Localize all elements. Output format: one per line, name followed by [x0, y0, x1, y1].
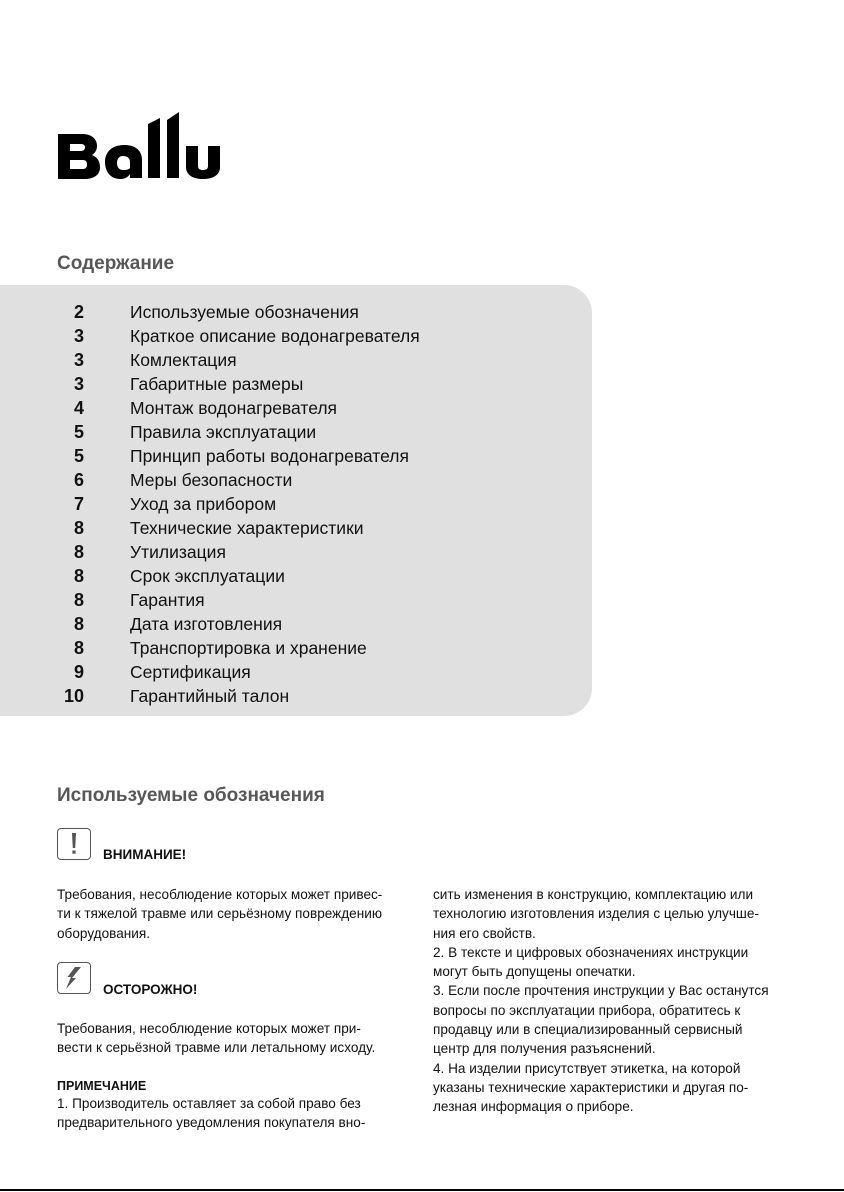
toc-item[interactable] [0, 348, 592, 372]
text-line: оборудования. [57, 925, 151, 941]
note-text-right [433, 885, 788, 1117]
toc-item-label: Меры безопасности [130, 470, 293, 490]
toc-page-number: 8 [73, 614, 84, 634]
toc-item-label: Технические характеристики [130, 518, 364, 538]
page-bottom-rule [0, 1189, 844, 1191]
toc-item[interactable] [0, 444, 592, 468]
toc-item[interactable] [0, 516, 592, 540]
toc-item-label: Сертификация [130, 662, 251, 682]
toc-item[interactable] [0, 372, 592, 396]
toc-item[interactable] [0, 492, 592, 516]
note-title: ПРИМЕЧАНИЕ [57, 1079, 147, 1093]
attention-text [57, 885, 412, 943]
text-line: лезная информация о приборе. [433, 1099, 634, 1115]
text-line: предварительного уведомления покупателя вно- [57, 1115, 366, 1131]
text-line: технологию изготовления изделия с целью улучше- [433, 906, 759, 922]
toc-item-label: Комлектация [130, 350, 237, 370]
toc-item-label: Уход за прибором [130, 494, 277, 514]
toc-page-number: 5 [73, 422, 84, 442]
toc-item-label: Утилизация [130, 542, 226, 562]
text-line: Требования, несоблюдение которых может при- [57, 1021, 361, 1036]
toc-list [0, 300, 592, 708]
toc-page-number: 8 [73, 638, 84, 658]
toc-item-label: Монтаж водонагревателя [130, 398, 338, 418]
text-line: сить изменения в конструкцию, комплектацию или [433, 887, 754, 902]
toc-item-label: Используемые обозначения [130, 302, 359, 322]
toc-item[interactable] [0, 564, 592, 588]
exclamation-icon [57, 828, 91, 860]
section-title: Используемые обозначения [57, 785, 325, 806]
toc-item[interactable] [0, 636, 592, 660]
toc-item[interactable] [0, 468, 592, 492]
toc-item-label: Гарантийный талон [130, 686, 290, 706]
text-line: ти к тяжелой травме или серьёзному повреждению [57, 906, 383, 922]
toc-item[interactable] [0, 684, 592, 708]
toc-page-number: 8 [73, 542, 84, 562]
toc-item[interactable] [0, 540, 592, 564]
text-line: продавцу или в специализированный сервисный [433, 1022, 743, 1038]
toc-item[interactable] [0, 420, 592, 444]
text-line: 3. Если после прочтения инструкции у Вас останутся [433, 983, 769, 999]
toc-page-number: 9 [73, 662, 84, 682]
text-line: указаны технические характеристики и другая по- [433, 1079, 749, 1095]
caution-text [57, 1019, 412, 1058]
toc-title: Содержание [57, 253, 175, 274]
toc-item-label: Транспортировка и хранение [130, 638, 367, 658]
text-line: Требования, несоблюдение которых может привес- [57, 887, 383, 902]
toc-item-label: Габаритные размеры [130, 374, 304, 394]
toc-item[interactable] [0, 612, 592, 636]
note-text-left [57, 1094, 412, 1133]
text-line: ния его свойств. [433, 925, 536, 941]
toc-item[interactable] [0, 588, 592, 612]
toc-page-number: 3 [73, 374, 84, 394]
attention-label: ВНИМАНИЕ! [103, 847, 187, 862]
text-line: 2. В тексте и цифровых обозначениях инструкции [433, 944, 749, 960]
toc-page-number: 8 [73, 590, 84, 610]
toc-item-label: Принцип работы водонагревателя [130, 446, 409, 466]
text-line: 4. На изделии присутствует этикетка, на которой [433, 1060, 741, 1076]
toc-page-number: 7 [73, 494, 84, 514]
text-line: могут быть допущены опечатки. [433, 964, 636, 980]
toc-item[interactable] [0, 660, 592, 684]
toc-item-label: Правила эксплуатации [130, 422, 317, 442]
ballu-logo [56, 112, 221, 180]
toc-item-label: Дата изготовления [130, 614, 283, 634]
toc-page-number: 8 [73, 566, 84, 586]
text-line: центр для получения разъяснений. [433, 1041, 656, 1057]
toc-item[interactable] [0, 396, 592, 420]
toc-page-number: 5 [73, 446, 84, 466]
toc-page-number: 2 [73, 302, 84, 322]
toc-item[interactable] [0, 324, 592, 348]
toc-item[interactable] [0, 300, 592, 324]
toc-item-label: Срок эксплуатации [130, 566, 285, 586]
text-line: вести к серьёзной травме или летальному исходу. [57, 1040, 376, 1056]
lightning-icon [57, 962, 91, 994]
toc-page-number: 8 [73, 518, 84, 538]
text-line: вопросы по эксплуатации прибора, обратитесь к [433, 1002, 741, 1018]
caution-label: ОСТОРОЖНО! [103, 982, 198, 997]
toc-item-label: Гарантия [130, 590, 205, 610]
toc-page-number: 3 [73, 326, 84, 346]
toc-page-number: 10 [63, 686, 84, 706]
toc-page-number: 6 [73, 470, 84, 490]
text-line: 1. Производитель оставляет за собой право без [57, 1096, 361, 1111]
toc-item-label: Краткое описание водонагревателя [130, 326, 420, 346]
toc-page-number: 4 [73, 398, 84, 418]
toc-page-number: 3 [73, 350, 84, 370]
